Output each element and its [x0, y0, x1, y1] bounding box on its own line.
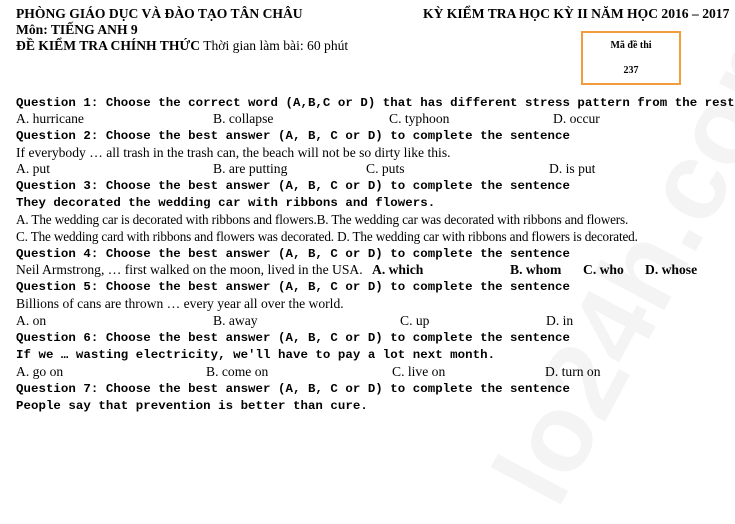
question-5-title: Question 5: Choose the best answer (A, B, C or D) to complete the sentence	[16, 280, 570, 294]
question-2-title: Question 2: Choose the best answer (A, B, C or D) to complete the sentence	[16, 129, 570, 143]
question-6-option-c[interactable]: C. live on	[392, 364, 446, 379]
question-2-option-b[interactable]: B. are putting	[213, 161, 288, 176]
question-6-option-a[interactable]: A. go on	[16, 364, 64, 379]
question-3-title: Question 3: Choose the best answer (A, B, C or D) to complete the sentence	[16, 179, 570, 193]
subject-label: Môn: TIẾNG ANH 9	[16, 22, 138, 37]
official-exam-line	[16, 38, 348, 54]
question-5-option-c[interactable]: C. up	[400, 313, 430, 328]
question-6-option-d[interactable]: D. turn on	[545, 364, 601, 379]
question-5-option-b[interactable]: B. away	[213, 313, 258, 328]
question-5-prompt: Billions of cans are thrown … every year all over the world.	[16, 296, 344, 311]
question-5-option-a[interactable]: A. on	[16, 313, 47, 328]
question-5-option-d[interactable]: D. in	[546, 313, 574, 328]
question-7-prompt: People say that prevention is better than cure.	[16, 399, 368, 413]
question-6-title: Question 6: Choose the best answer (A, B, C or D) to complete the sentence	[16, 331, 570, 345]
exam-title: KỲ KIỂM TRA HỌC KỲ II NĂM HỌC 2016 – 2017	[423, 6, 730, 21]
exam-code-value: 237	[623, 65, 639, 76]
question-1-option-b[interactable]: B. collapse	[213, 111, 274, 126]
question-1-option-a[interactable]: A. hurricane	[16, 111, 84, 126]
question-3-options-line-1[interactable]: A. The wedding car is decorated with ribbons and flowers.B. The wedding car was decorated with ribbons and flowers.	[16, 212, 629, 227]
official-label: ĐỀ KIỂM TRA CHÍNH THỨC	[16, 38, 201, 53]
question-2-prompt: If everybody … all trash in the trash can, the beach will not be so dirty like this.	[16, 145, 451, 160]
department-name: PHÒNG GIÁO DỤC VÀ ĐÀO TẠO TÂN CHÂU	[16, 6, 303, 21]
question-2-option-a[interactable]: A. put	[16, 161, 50, 176]
exam-code-label: Mã đề thi	[610, 40, 652, 51]
question-4-option-c[interactable]: C. who	[583, 262, 624, 277]
question-7-title: Question 7: Choose the best answer (A, B, C or D) to complete the sentence	[16, 382, 570, 396]
question-4-option-b[interactable]: B. whom	[510, 262, 562, 277]
question-4-option-a[interactable]: A. which	[372, 262, 424, 277]
exam-code-box	[581, 31, 681, 85]
question-1-option-d[interactable]: D. occur	[553, 111, 600, 126]
question-4-prompt: Neil Armstrong, … first walked on the moon, lived in the USA.	[16, 262, 363, 277]
question-3-prompt: They decorated the wedding car with ribbons and flowers.	[16, 196, 436, 210]
question-4-option-d[interactable]: D. whose	[645, 262, 698, 277]
question-1-title: Question 1: Choose the correct word (A,B,C or D) that has different stress pattern from the rest	[16, 96, 735, 110]
time-label: Thời gian làm bài: 60 phút	[203, 38, 349, 53]
question-3-options-line-2[interactable]: C. The wedding card with ribbons and flowers was decorated. D. The wedding car with ribbons and flowers is decorated.	[16, 229, 638, 244]
question-1-option-c[interactable]: C. typhoon	[389, 111, 450, 126]
question-4-title: Question 4: Choose the best answer (A, B, C or D) to complete the sentence	[16, 247, 570, 261]
question-2-option-d[interactable]: D. is put	[549, 161, 596, 176]
question-6-option-b[interactable]: B. come on	[206, 364, 269, 379]
question-6-prompt: If we … wasting electricity, we'll have to pay a lot next month.	[16, 348, 496, 362]
question-2-option-c[interactable]: C. puts	[366, 161, 405, 176]
